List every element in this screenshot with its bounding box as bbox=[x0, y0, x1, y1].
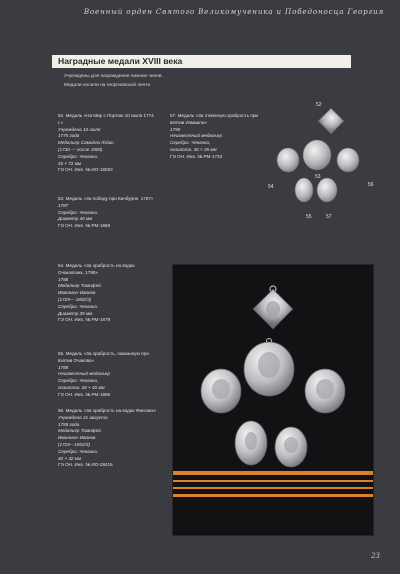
entry-line: 1787 bbox=[58, 202, 69, 208]
entry-line: Иванович Иванов bbox=[58, 290, 96, 296]
entry-line: Медальер Тимофей bbox=[58, 428, 101, 434]
entry-line: Диаметр 40 мм bbox=[58, 216, 93, 222]
entry-title: 54. Медаль «За храбрость на водах Очаковских, 1788» bbox=[58, 263, 135, 275]
entry-line: ГЭ ОН. Инв. № ИО-16003 bbox=[58, 167, 113, 173]
entry-line: 1789 года bbox=[58, 421, 80, 427]
entry-line: ГЭ ОН. Инв. № РМ-1695 bbox=[58, 391, 111, 397]
entry-line: ГЭ ОН. Инв. № РМ-1669 bbox=[58, 223, 111, 229]
entry-56 bbox=[58, 408, 158, 469]
entry-line: Диаметр 39 мм bbox=[58, 310, 93, 316]
entry-line: (1730 — после 1800) bbox=[58, 146, 103, 152]
medal-53-image bbox=[303, 140, 331, 170]
medal-52-image bbox=[318, 108, 343, 133]
intro-line: Учреждены для награждения нижних чинов. bbox=[64, 74, 163, 79]
photo-medal-56 bbox=[305, 369, 345, 413]
medal-label-57: 57 bbox=[326, 214, 332, 220]
entry-line: 40 × 42 мм bbox=[58, 455, 82, 461]
entry-line: 45 × 72 мм bbox=[58, 160, 82, 166]
entry-line: Медальер Тимофей bbox=[58, 283, 101, 289]
entry-title: 55. Медаль «За храбрость, оказанную при взятии Очакова» bbox=[58, 351, 149, 363]
entry-line: Серебро. Чеканка. bbox=[58, 303, 99, 309]
medal-label-52: 52 bbox=[316, 102, 322, 108]
entry-line: Неизвестный медальер bbox=[58, 371, 111, 377]
entry-53 bbox=[58, 196, 158, 230]
entry-line: позолота. 30 × 35 мм bbox=[170, 146, 217, 152]
entry-52 bbox=[58, 113, 158, 174]
medals-photo bbox=[172, 264, 374, 536]
entry-line: ГЭ ОН. Инв. № РМ-1679 bbox=[58, 317, 111, 323]
entry-line: 1775 года bbox=[58, 133, 80, 139]
entry-55 bbox=[58, 351, 158, 399]
photo-medal-57 bbox=[275, 427, 307, 467]
medal-57-image bbox=[317, 178, 337, 202]
medal-label-56: 56 bbox=[368, 182, 374, 188]
entry-line: Серебро. Чеканка. bbox=[58, 448, 99, 454]
section-title: Наградные медали XVIII века bbox=[52, 55, 351, 68]
entry-line: позолота. 28 × 40 мм bbox=[58, 384, 105, 390]
entry-title: 56. Медаль «За храбрость на водах Финских» bbox=[58, 408, 157, 413]
entry-line: Медальер Самойло Юдин bbox=[58, 140, 114, 146]
entry-title: 52. Медаль «На Мир с Портою 10 июля 1774 г.» bbox=[58, 113, 154, 125]
entry-line: ГЭ ОН. Инв. № РМ-1733 bbox=[170, 153, 223, 159]
st-george-ribbon bbox=[173, 471, 373, 497]
entry-57 bbox=[170, 113, 270, 161]
entry-line: ГЭ ОН. Инв. № ИО-28415 bbox=[58, 462, 113, 468]
entry-line: 1790 bbox=[170, 126, 181, 132]
entry-line: 1788 bbox=[58, 364, 69, 370]
photo-medal-55 bbox=[235, 421, 267, 465]
entry-line: Серебро. Чеканка, bbox=[58, 378, 99, 384]
entry-line: Серебро. Чеканка, bbox=[170, 140, 211, 146]
entry-line: Серебро. Чеканка. bbox=[58, 153, 99, 159]
entry-line: 1788 bbox=[58, 276, 69, 282]
section-intro bbox=[64, 73, 274, 90]
medal-label-55: 55 bbox=[306, 214, 312, 220]
entry-title: 57. Медаль «За отменную храбрость при взятии Измаила» bbox=[170, 113, 258, 125]
entry-line: Серебро. Чеканка. bbox=[58, 209, 99, 215]
photo-medal-54 bbox=[201, 369, 241, 413]
entry-line: (1729— 1802/3) bbox=[58, 296, 92, 302]
entry-line: Учреждена 10 июля bbox=[58, 126, 101, 132]
medal-arrangement bbox=[264, 98, 394, 228]
entry-line: (1729—1802/3) bbox=[58, 441, 90, 447]
intro-line: Медали носили на георгиевской ленте. bbox=[64, 82, 152, 88]
medal-54-image bbox=[277, 148, 299, 172]
entry-line: Неизвестный медальер bbox=[170, 133, 223, 139]
medal-55-image bbox=[295, 178, 313, 202]
medal-label-54: 54 bbox=[268, 184, 274, 190]
page-number: 23 bbox=[371, 552, 380, 560]
medal-56-image bbox=[337, 148, 359, 172]
running-header: Военный орден Святого Великомученика и Победоносца Георгия bbox=[83, 7, 384, 16]
entry-line: Учреждена 21 августа bbox=[58, 414, 108, 420]
entry-title: 53. Медаль «За победу при Кинбурне, 1787» bbox=[58, 196, 154, 201]
medal-label-53: 53 bbox=[315, 174, 321, 180]
entry-line: Иванович Иванов bbox=[58, 435, 96, 441]
entry-54 bbox=[58, 263, 158, 324]
